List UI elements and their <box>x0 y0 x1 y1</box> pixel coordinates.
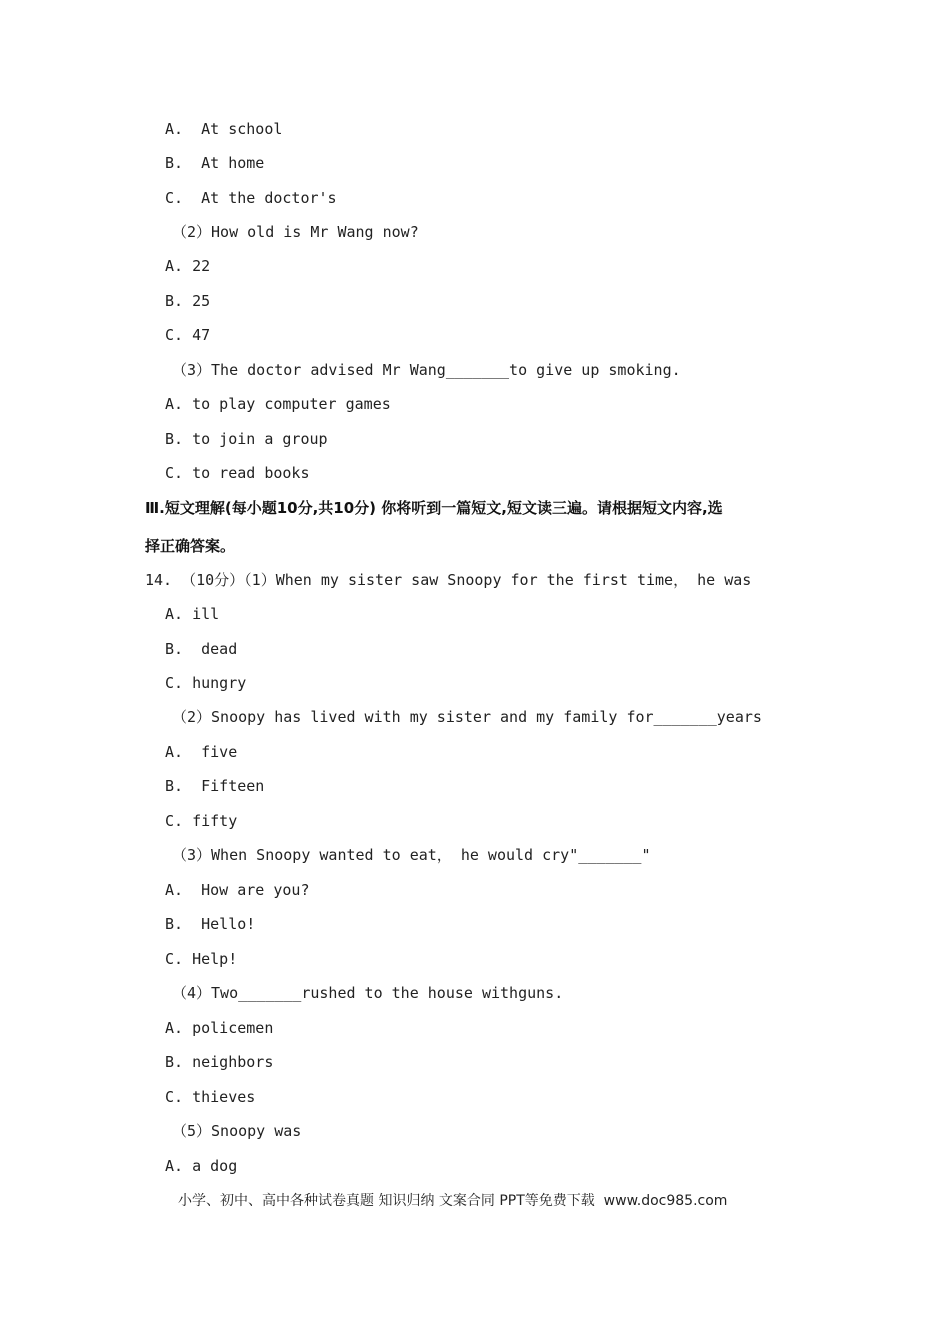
question-3-stem: （3）The doctor advised Mr Wang_______to give up smoking. <box>172 361 681 379</box>
section-3-heading: Ⅲ.短文理解(每小题10分,共10分) 你将听到一篇短文,短文读三遍。请根据短文内容,选 <box>145 499 723 517</box>
option-fifty: C. fifty <box>165 812 238 830</box>
option-join-group: B. to join a group <box>165 430 328 448</box>
option-read-books: C. to read books <box>165 464 310 482</box>
question-14-3-stem: （3）When Snoopy wanted to eat， he would cry"_______" <box>172 846 651 864</box>
question-14-4-stem: （4）Two_______rushed to the house withguns. <box>172 984 564 1002</box>
option-25: B. 25 <box>165 292 211 310</box>
option-help: C. Help! <box>165 950 238 968</box>
option-at-school: A. At school <box>165 120 283 138</box>
question-14-2-stem: （2）Snoopy has lived with my sister and my family for_______years <box>172 708 762 726</box>
question-14-5-stem: （5）Snoopy was <box>172 1122 302 1140</box>
option-policemen: A. policemen <box>165 1019 274 1037</box>
question-2-stem: （2）How old is Mr Wang now? <box>172 223 419 241</box>
option-how-are-you: A. How are you? <box>165 881 310 899</box>
option-neighbors: B. neighbors <box>165 1053 274 1071</box>
section-3-heading-cont: 择正确答案。 <box>145 537 236 555</box>
option-47: C. 47 <box>165 326 211 344</box>
option-hungry: C. hungry <box>165 674 247 692</box>
option-22: A. 22 <box>165 257 211 275</box>
question-14-stem: 14. （10分）（1）When my sister saw Snoopy for the first time， he was <box>145 571 752 589</box>
option-at-home: B. At home <box>165 154 265 172</box>
option-a-dog: A. a dog <box>165 1157 238 1175</box>
option-fifteen: B. Fifteen <box>165 777 265 795</box>
option-five: A. five <box>165 743 238 761</box>
option-play-computer-games: A. to play computer games <box>165 395 391 413</box>
page-footer: 小学、初中、高中各种试卷真题 知识归纳 文案合同 PPT等免费下载 www.doc985.com <box>178 1193 728 1209</box>
option-hello: B. Hello! <box>165 915 256 933</box>
option-thieves: C. thieves <box>165 1088 256 1106</box>
option-ill: A. ill <box>165 605 220 623</box>
option-at-doctors: C. At the doctor's <box>165 189 337 207</box>
option-dead: B. dead <box>165 640 238 658</box>
